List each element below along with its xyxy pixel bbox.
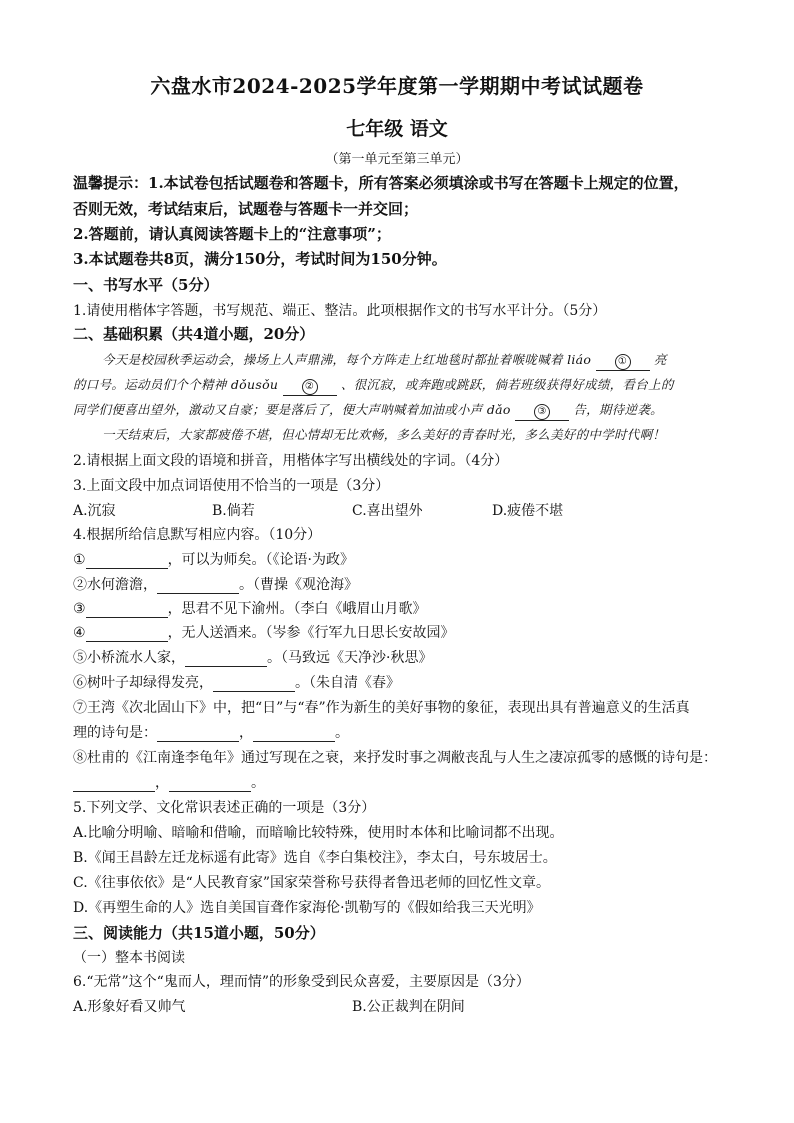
passage-text: 今天是校园秋季运动会，操场上人声鼎沸，每个方阵走上红地毯时都扯着喉咙喊着 liáo bbox=[102, 352, 592, 367]
question-5-stem: 5.下列文学、文化常识表述正确的一项是（3分） bbox=[73, 800, 376, 816]
item-text: 。（朱自清《春》 bbox=[295, 675, 400, 691]
question-2: 2.请根据上面文段的语境和拼音，用楷体字写出横线处的字词。（4分） bbox=[73, 453, 509, 469]
recitation-item-4 bbox=[73, 622, 455, 642]
item-text: 理的诗句是： bbox=[73, 725, 157, 741]
exam-subtitle: 七年级 语文 bbox=[346, 118, 448, 140]
passage-text: 的口号。运动员们个个精神 dǒusǒu bbox=[73, 377, 279, 392]
item-text: ④ bbox=[73, 625, 86, 641]
notice-line-3: 2.答题前，请认真阅读答题卡上的“注意事项”； bbox=[73, 225, 391, 243]
item-text: ， bbox=[155, 775, 169, 791]
item-text: 。（马致远《天净沙·秋思》 bbox=[267, 650, 433, 666]
answer-blank bbox=[185, 650, 267, 667]
answer-blank-2 bbox=[283, 377, 337, 396]
notice-line-1: 温馨提示：1.本试卷包括试题卷和答题卡，所有答案必须填涂或书写在答题卡上规定的位置， bbox=[73, 174, 689, 192]
question-6-option-a: A.形象好看又帅气 bbox=[73, 999, 186, 1015]
passage-line-2 bbox=[73, 375, 674, 396]
notice-line-2: 否则无效，考试结束后，试题卷与答题卡一并交回； bbox=[73, 200, 419, 218]
item-text: ，可以为师矣。（《论语·为政》 bbox=[167, 552, 355, 568]
question-3-option-a: A.沉寂 bbox=[73, 503, 116, 519]
item-text: 。 bbox=[251, 775, 265, 791]
answer-blank bbox=[169, 775, 251, 792]
question-5-option-a: A.比喻分明喻、暗喻和借喻，而暗喻比较特殊，使用时本体和比喻词都不出现。 bbox=[73, 825, 564, 841]
subsection-whole-book-reading: （一）整本书阅读 bbox=[73, 950, 185, 966]
passage-line-3 bbox=[73, 400, 663, 421]
question-5-option-c: C.《往事依依》是“人民教育家”国家荣誉称号获得者鲁迅老师的回忆性文章。 bbox=[73, 875, 550, 891]
section-1-heading: 一、书写水平（5分） bbox=[73, 276, 219, 294]
passage-line-1 bbox=[102, 350, 667, 371]
recitation-item-7-line-2 bbox=[73, 722, 349, 742]
answer-blank-3 bbox=[515, 402, 569, 421]
recitation-item-1 bbox=[73, 549, 354, 569]
question-1: 1.请使用楷体字答题，书写规范、端正、整洁。此项根据作文的书写水平计分。（5分） bbox=[73, 303, 607, 319]
passage-text: 告，期待逆袭。 bbox=[573, 402, 663, 417]
passage-text: 、很沉寂，或奔跑或跳跃，倘若班级获得好成绩，看台上的 bbox=[340, 377, 674, 392]
item-text: ，无人送酒来。（岑参《行军九日思长安故园》 bbox=[167, 625, 455, 641]
notice-line-4: 3.本试题卷共8页，满分150分，考试时间为150分钟。 bbox=[73, 250, 447, 268]
answer-blank bbox=[213, 675, 295, 692]
recitation-item-5 bbox=[73, 647, 432, 667]
question-6-option-b: B.公正裁判在阴间 bbox=[352, 999, 465, 1015]
recitation-item-8-line-2 bbox=[73, 772, 265, 792]
item-text: 。 bbox=[335, 725, 349, 741]
item-text: 。（曹操《观沧海》 bbox=[239, 577, 358, 593]
question-3-option-b: B.倘若 bbox=[212, 503, 255, 519]
blank-number: ① bbox=[615, 354, 631, 370]
item-text: ②水何澹澹， bbox=[73, 577, 157, 593]
item-text: ③ bbox=[73, 601, 86, 617]
exam-scope: （第一单元至第三单元） bbox=[325, 152, 469, 167]
answer-blank bbox=[157, 725, 239, 742]
item-text: ， bbox=[239, 725, 253, 741]
question-3-option-c: C.喜出望外 bbox=[352, 503, 423, 519]
item-text: ① bbox=[73, 552, 86, 568]
answer-blank bbox=[73, 775, 155, 792]
question-3-stem: 3.上面文段中加点词语使用不恰当的一项是（3分） bbox=[73, 478, 390, 494]
answer-blank-1 bbox=[596, 352, 650, 371]
recitation-item-2 bbox=[73, 574, 358, 594]
question-3-option-d: D.疲倦不堪 bbox=[492, 503, 564, 519]
blank-number: ② bbox=[302, 379, 318, 395]
recitation-item-3 bbox=[73, 598, 427, 618]
recitation-item-8-line-1: ⑧杜甫的《江南逢李龟年》通过写现在之衰，来抒发时事之凋敝丧乱与人生之凄凉孤零的感慨的诗句是： bbox=[73, 750, 717, 766]
recitation-item-7-line-1: ⑦王湾《次北固山下》中，把“日”与“春”作为新生的美好事物的象征，表现出具有普遍意义的生活真 bbox=[73, 700, 690, 716]
question-5-option-b: B.《闻王昌龄左迁龙标遥有此寄》选自《李白集校注》，李太白，号东坡居士。 bbox=[73, 850, 557, 866]
blank-number: ③ bbox=[534, 404, 550, 420]
passage-line-4: 一天结束后，大家都疲倦不堪，但心情却无比欢畅，多么美好的青春时光，多么美好的中学时代啊！ bbox=[102, 427, 666, 442]
section-3-heading: 三、阅读能力（共15道小题，50分） bbox=[73, 924, 325, 942]
item-text: ，思君不见下渝州。（李白《峨眉山月歌》 bbox=[167, 601, 427, 617]
question-5-option-d: D.《再塑生命的人》选自美国盲聋作家海伦·凯勒写的《假如给我三天光明》 bbox=[73, 900, 541, 916]
passage-text: 同学们便喜出望外，激动又自豪；要是落后了，便大声呐喊着加油或小声 dǎo bbox=[73, 402, 511, 417]
exam-title: 六盘水市2024-2025学年度第一学期期中考试试题卷 bbox=[150, 74, 644, 98]
recitation-item-6 bbox=[73, 672, 400, 692]
answer-blank bbox=[253, 725, 335, 742]
answer-blank bbox=[157, 577, 239, 594]
item-text: ⑥树叶子却绿得发亮， bbox=[73, 675, 213, 691]
passage-text: 亮 bbox=[653, 352, 667, 367]
answer-blank bbox=[86, 552, 168, 569]
section-2-heading: 二、基础积累（共4道小题，20分） bbox=[73, 325, 315, 343]
item-text: ⑤小桥流水人家， bbox=[73, 650, 185, 666]
question-6-stem: 6.“无常”这个“鬼而人，理而情”的形象受到民众喜爱，主要原因是（3分） bbox=[73, 974, 530, 990]
answer-blank bbox=[86, 625, 168, 642]
answer-blank bbox=[86, 601, 168, 618]
question-4-stem: 4.根据所给信息默写相应内容。（10分） bbox=[73, 527, 322, 543]
